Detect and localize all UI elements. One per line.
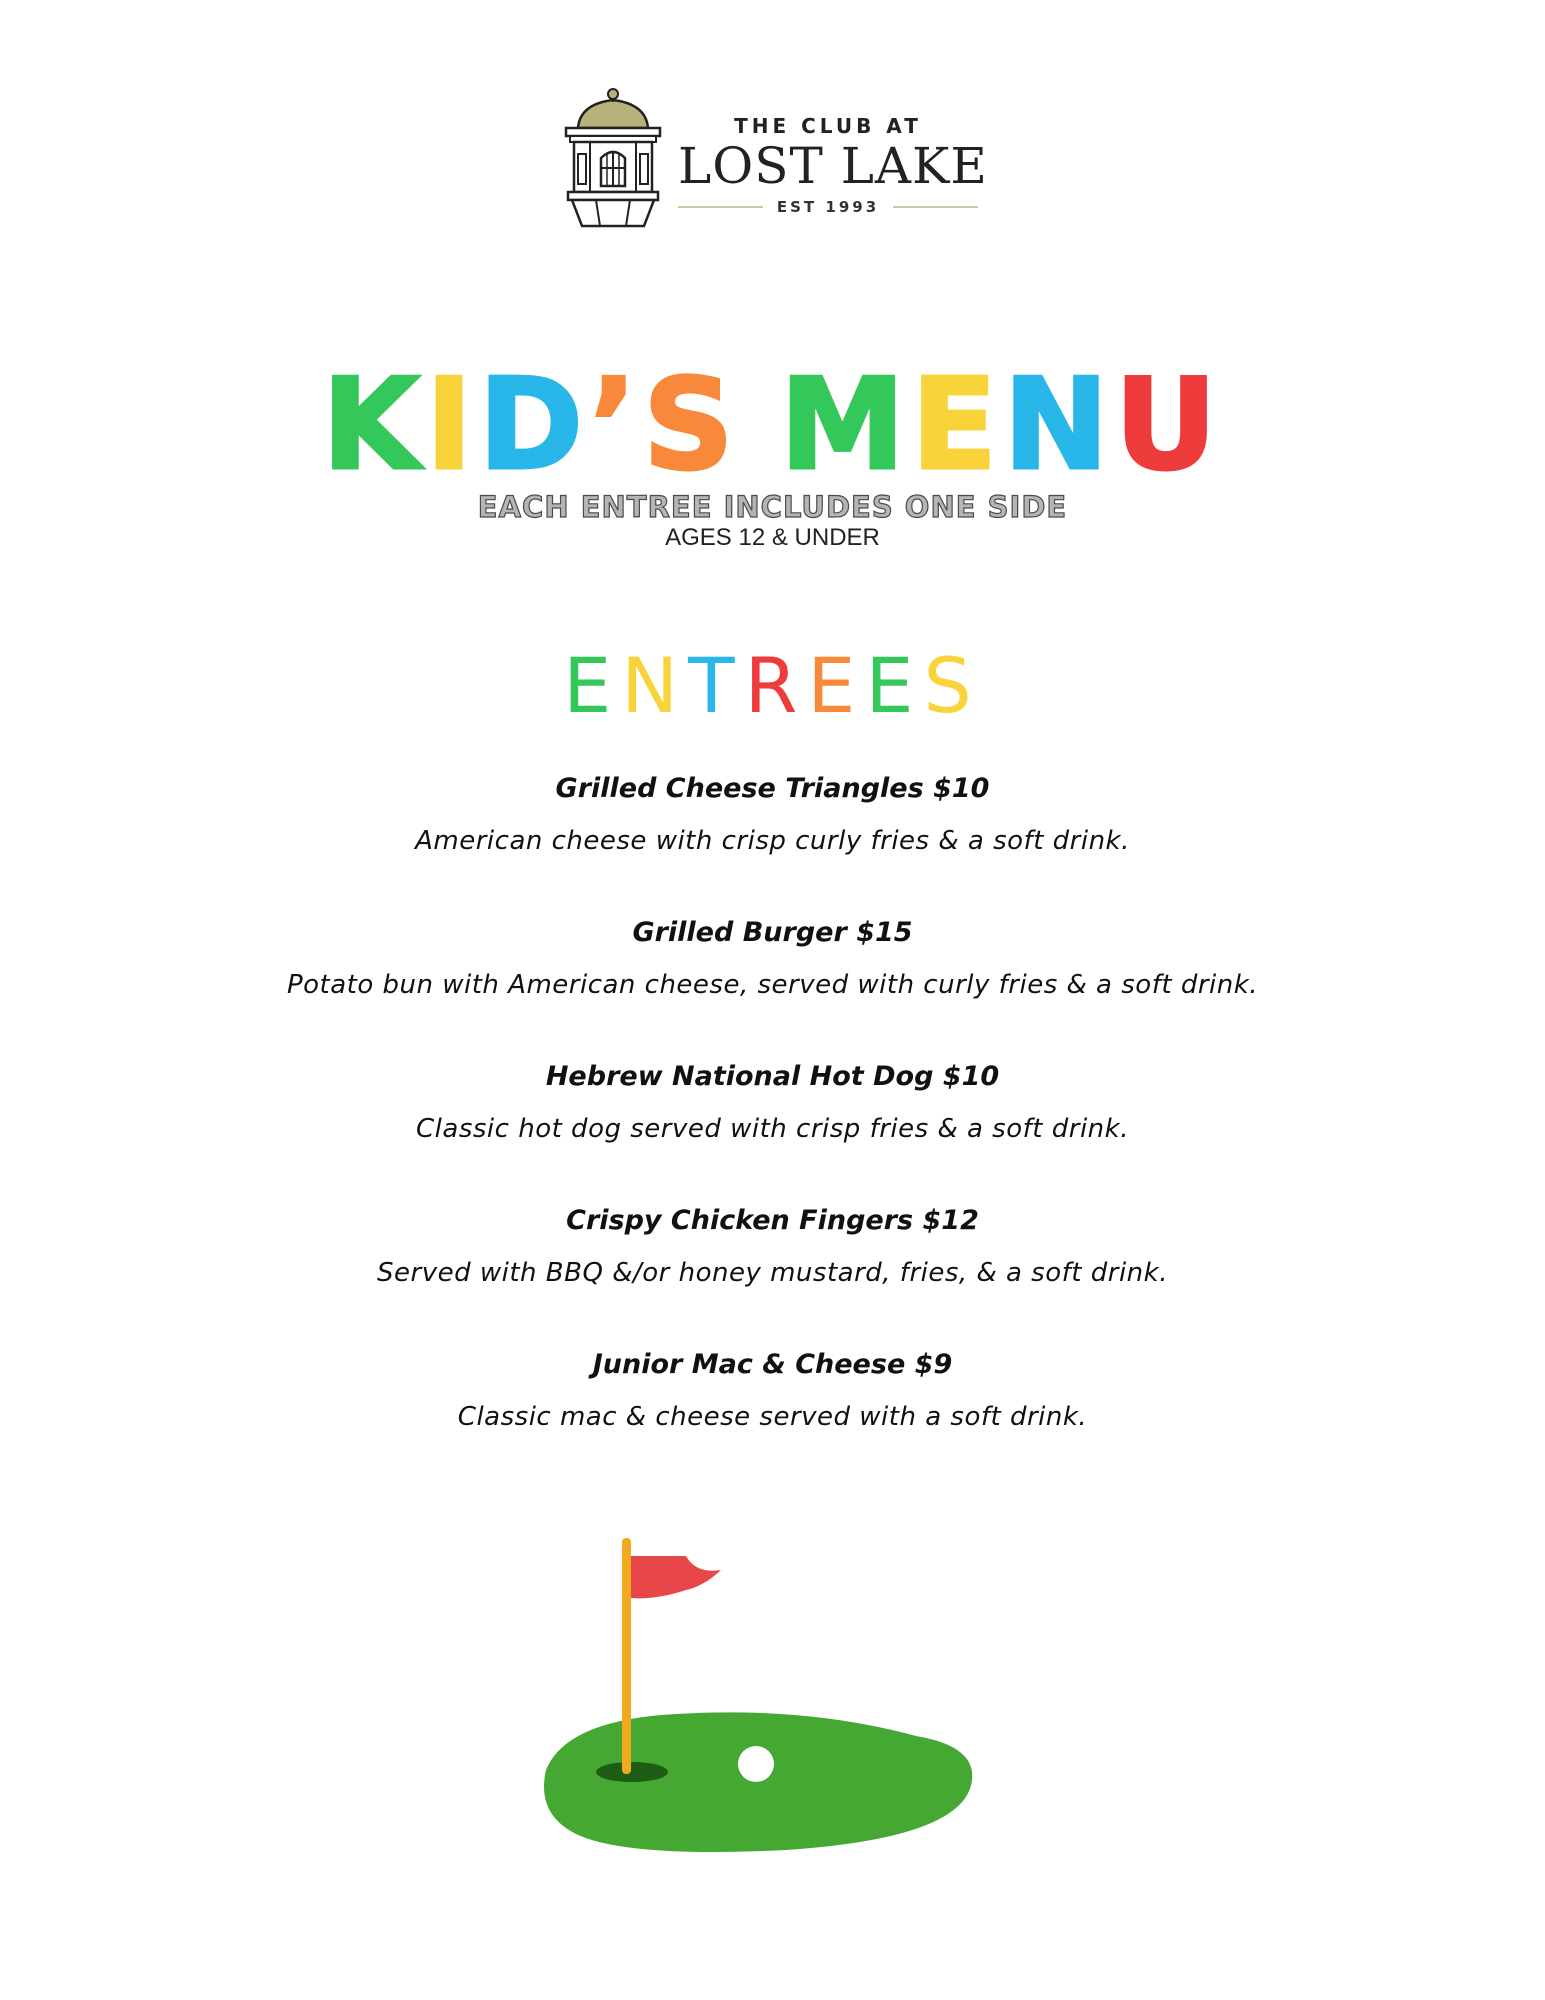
title-letter: M [779,351,912,498]
logo-line-the-club-at: THE CLUB AT [734,114,922,138]
title-letter: S [643,351,740,498]
title-letter: I [425,351,479,498]
menu-title [0,351,1545,498]
entree-description: American cheese with crisp curly fries & a soft drink. [415,826,1130,856]
entree-description: Classic hot dog served with crisp fries & a soft drink. [416,1114,1129,1144]
entree-name: Grilled Burger $15 [632,917,913,948]
entree-name: Junior Mac & Cheese $9 [592,1349,953,1380]
section-letter: E [563,641,622,730]
entree-description: Served with BBQ &/or honey mustard, fries, & a soft drink. [377,1258,1168,1288]
entree-description: Potato bun with American cheese, served with curly fries & a soft drink. [286,970,1259,1000]
section-heading-entrees [0,641,1545,730]
title-letter: N [1003,351,1115,498]
entree-item [0,1347,1545,1480]
entree-name: Hebrew National Hot Dog $10 [545,1061,1000,1092]
entree-item [0,1203,1545,1336]
section-letter: S [923,641,982,730]
title-letter: ’ [589,351,643,498]
title-letter: E [911,351,1004,498]
logo-rule-left [678,206,763,208]
section-letter: E [807,641,866,730]
logo-rule-right [893,206,978,208]
club-logo [560,86,988,246]
title-letter: U [1114,351,1223,498]
section-letter: R [744,641,808,730]
entree-description: Classic mac & cheese served with a soft drink. [457,1402,1088,1432]
entree-item [0,771,1545,904]
logo-line-lost-lake: LOST LAKE [678,137,988,195]
section-letter: T [688,641,745,730]
title-letter: D [478,351,590,498]
age-note: AGES 12 & UNDER [665,524,880,551]
gazebo-icon [560,86,666,236]
entree-list [0,760,1545,1480]
golf-green-flag-icon [536,1538,986,1888]
entree-name: Crispy Chicken Fingers $12 [566,1205,979,1236]
logo-wordmark [678,114,988,216]
entree-item [0,915,1545,1048]
entree-item [0,1059,1545,1192]
section-letter: N [621,641,689,730]
section-letter: E [865,641,924,730]
entree-name: Grilled Cheese Triangles $10 [555,773,990,804]
title-letter: K [322,351,426,498]
logo-est: EST 1993 [776,198,880,216]
logo-est-row [678,198,978,216]
menu-subtitle: EACH ENTREE INCLUDES ONE SIDE [477,490,1068,524]
